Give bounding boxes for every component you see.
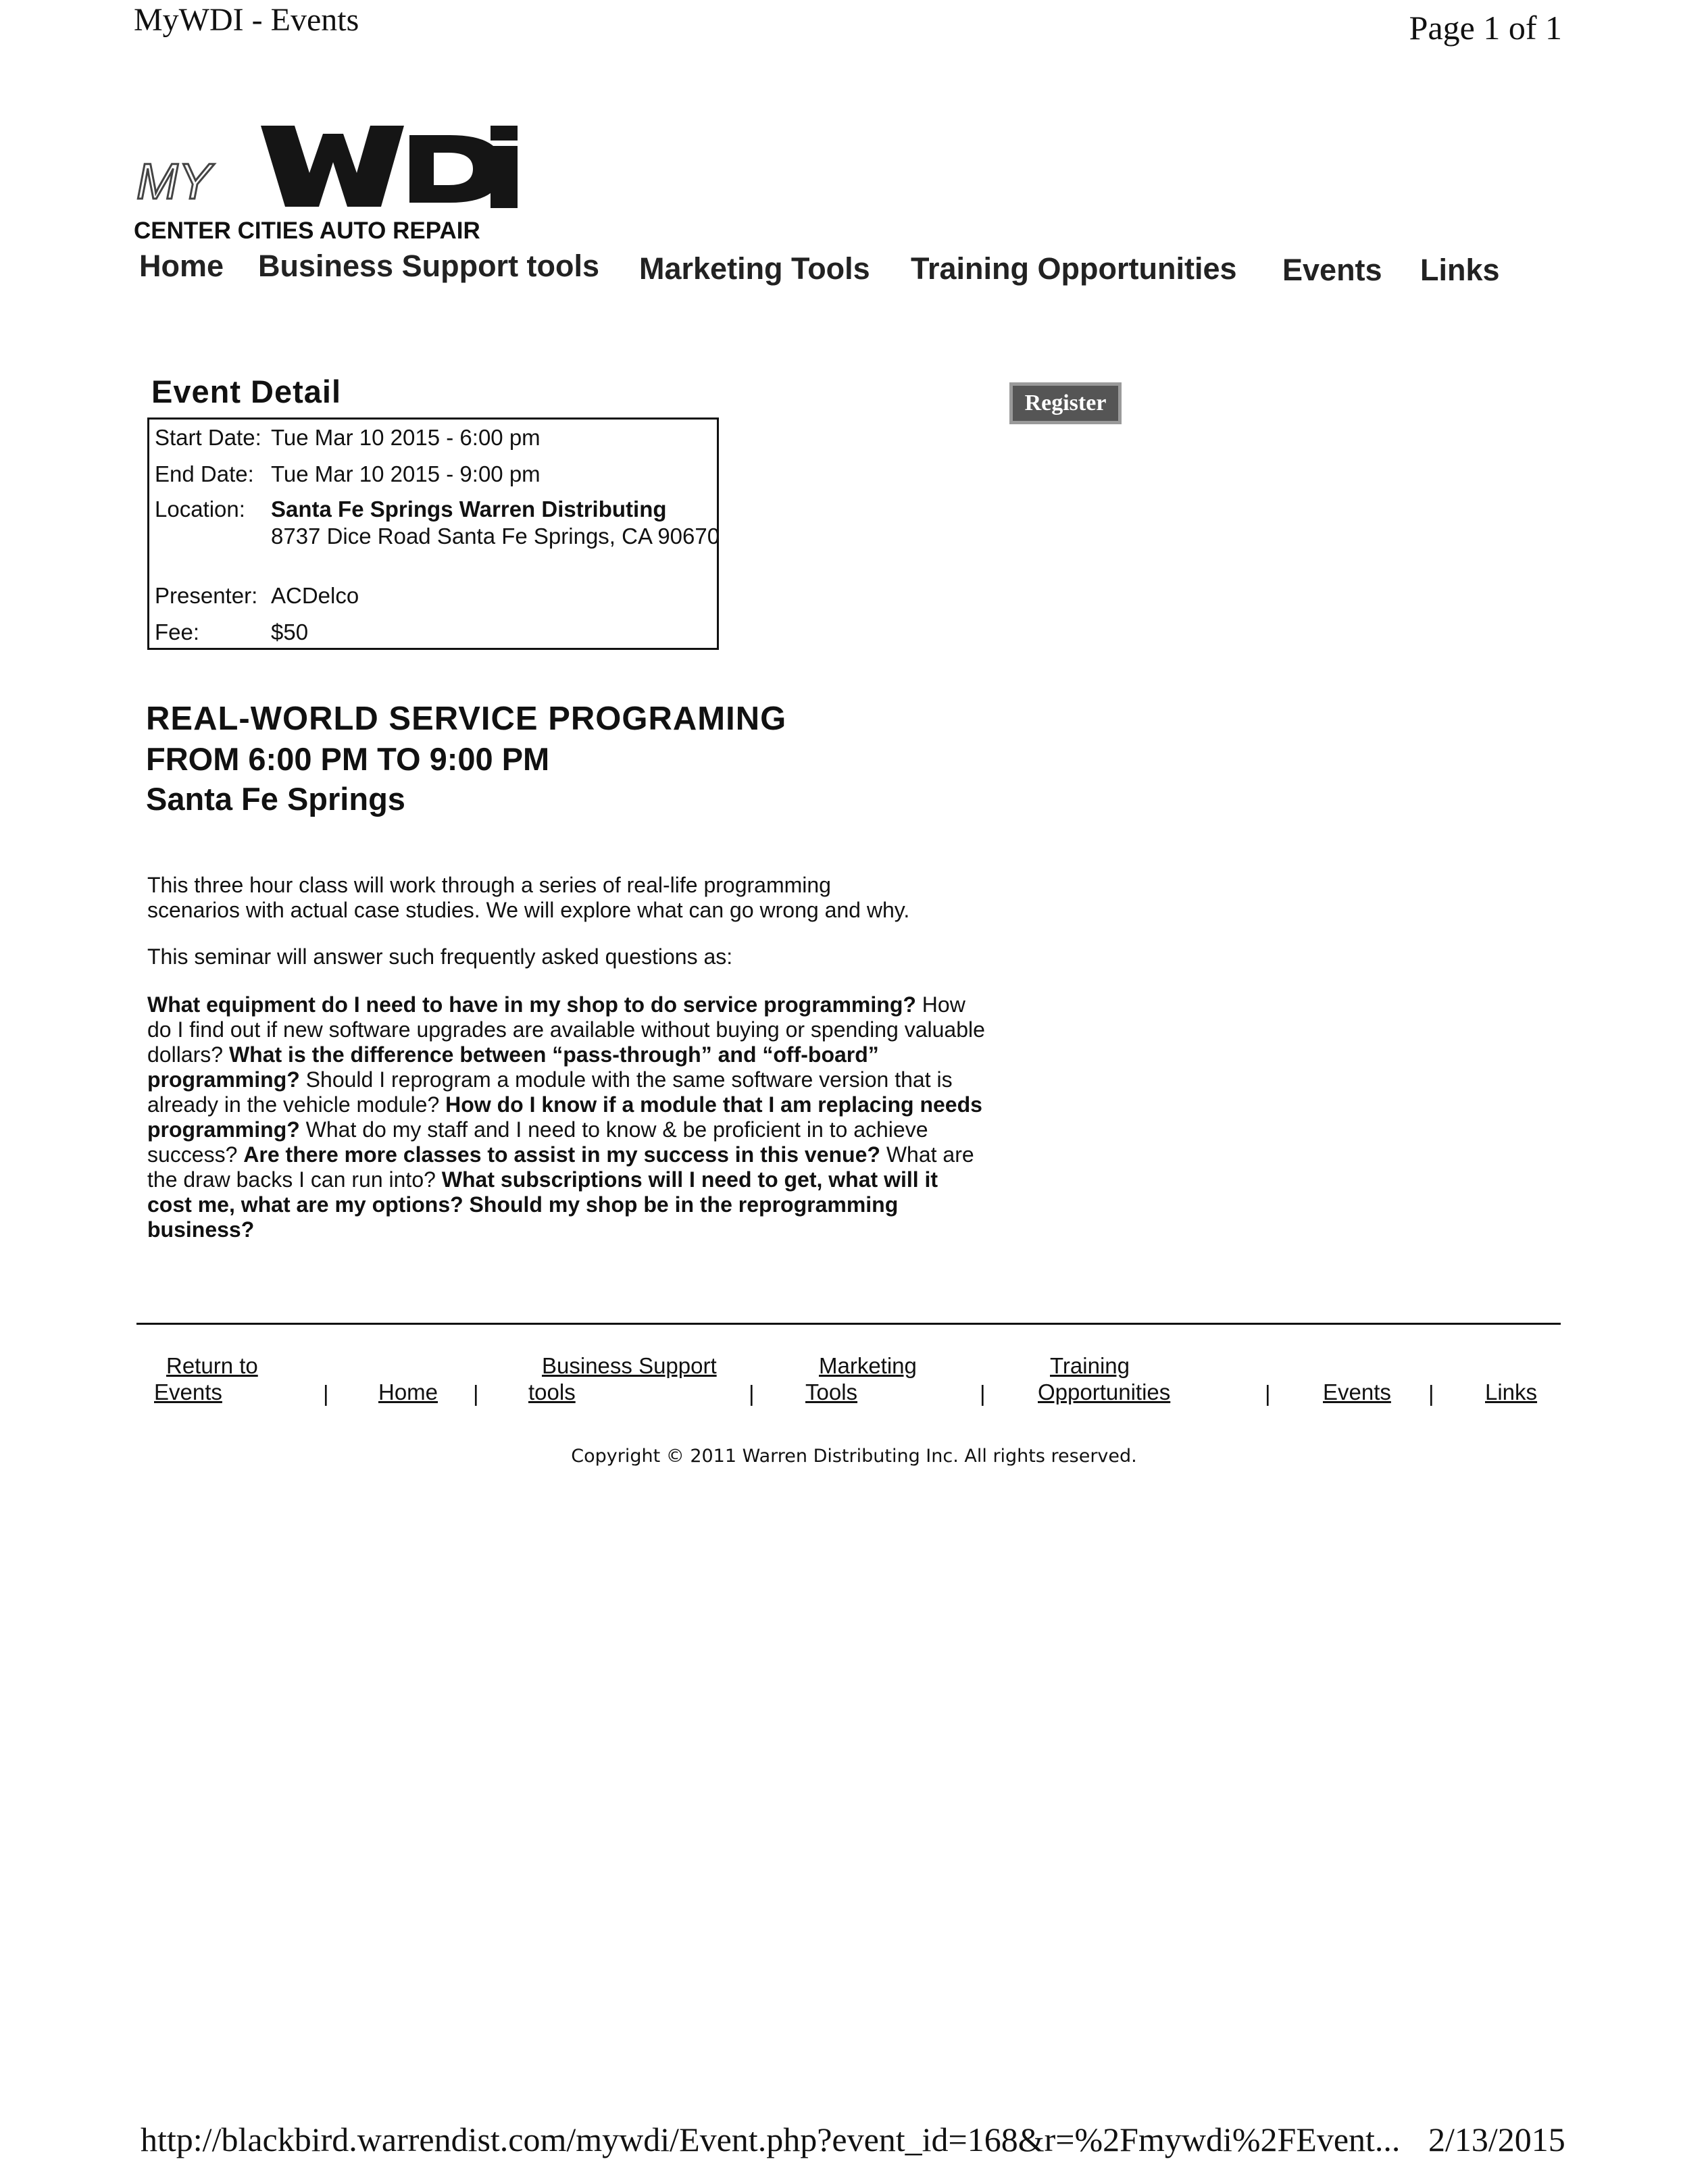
faq-paragraph <box>147 992 985 1242</box>
nav-business-support-tools[interactable]: Business Support tools <box>258 249 600 283</box>
print-date: 2/13/2015 <box>1428 2121 1565 2158</box>
top-nav <box>139 249 1693 296</box>
training-line-1: Training <box>1050 1353 1130 1378</box>
nav-marketing-tools[interactable]: Marketing Tools <box>639 251 870 286</box>
intro-line-1: This three hour class will work through a series of real-life programming <box>147 873 831 897</box>
business-line-1: Business Support <box>542 1353 717 1378</box>
question-3: How do I know if a module that I am replacing needs programming? <box>147 1092 982 1142</box>
event-title: REAL-WORLD SERVICE PROGRAMING <box>146 701 787 737</box>
footer-separator: | <box>749 1381 755 1406</box>
footer-link-links[interactable]: Links <box>1485 1379 1538 1404</box>
text-1: How do I find out if new software upgrades are available without buying or spending valuable dollars? <box>147 992 985 1067</box>
footer-nav <box>135 1352 1567 1413</box>
return-line-1: Return to <box>166 1353 258 1378</box>
intro-paragraph <box>147 873 985 923</box>
marketing-line-2: Tools <box>805 1379 858 1404</box>
footer-link-return-to-events[interactable] <box>154 1352 258 1405</box>
footer-separator: | <box>323 1381 329 1406</box>
nav-links[interactable]: Links <box>1420 253 1500 287</box>
print-url: http://blackbird.warrendist.com/mywdi/Event.php?event_id=168&r=%2Fmywdi%2FEvent... <box>141 2121 1401 2158</box>
question-2: What is the difference between “pass-through” and “off-board” programming? <box>147 1042 879 1092</box>
start-date-label: Start Date: <box>155 425 261 450</box>
footer-link-marketing-tools[interactable] <box>805 1352 917 1405</box>
footer-link-events[interactable]: Events <box>1323 1379 1391 1404</box>
location-label: Location: <box>155 497 245 522</box>
nav-training-opportunities[interactable]: Training Opportunities <box>911 251 1237 286</box>
location-name: Santa Fe Springs Warren Distributing <box>271 497 667 522</box>
copyright-notice: Copyright © 2011 Warren Distributing Inc. All rights reserved. <box>571 1446 1137 1467</box>
footer-separator: | <box>473 1381 479 1406</box>
event-place: Santa Fe Springs <box>146 781 405 817</box>
footer-separator: | <box>1428 1381 1434 1406</box>
end-date-value: Tue Mar 10 2015 - 9:00 pm <box>271 461 541 486</box>
presenter-value: ACDelco <box>271 583 359 608</box>
start-date-value: Tue Mar 10 2015 - 6:00 pm <box>271 425 541 450</box>
print-page-number: Page 1 of 1 <box>1409 9 1562 47</box>
footer-link-business-support-tools[interactable] <box>528 1352 717 1405</box>
return-line-2: Events <box>154 1379 222 1404</box>
nav-events[interactable]: Events <box>1282 253 1382 287</box>
mywdi-logo[interactable] <box>132 119 524 213</box>
business-line-2: tools <box>528 1379 576 1404</box>
question-1: What equipment do I need to have in my shop to do service programming? <box>147 992 916 1017</box>
print-page-title: MyWDI - Events <box>134 2 359 38</box>
event-detail-table <box>147 417 719 650</box>
training-line-2: Opportunities <box>1038 1379 1171 1404</box>
event-description <box>147 873 985 1242</box>
fee-label: Fee: <box>155 619 200 644</box>
footer-link-home[interactable]: Home <box>378 1379 438 1404</box>
location-address: 8737 Dice Road Santa Fe Springs, CA 90670 <box>271 524 720 549</box>
end-date-label: End Date: <box>155 461 254 486</box>
footer-link-training-opportunities[interactable] <box>1038 1352 1170 1405</box>
event-time: FROM 6:00 PM TO 9:00 PM <box>146 741 550 777</box>
footer-separator: | <box>1265 1381 1271 1406</box>
event-detail-heading: Event Detail <box>151 374 342 409</box>
fee-value: $50 <box>271 619 309 644</box>
question-5: What subscriptions will I need to get, what will it cost me, what are my options? Should my shop be in the reprogramming business? <box>147 1167 938 1242</box>
text-2: Should I reprogram a module with the same software version that is already in the vehicle module? <box>147 1067 953 1117</box>
company-name: CENTER CITIES AUTO REPAIR <box>134 218 480 244</box>
presenter-label: Presenter: <box>155 583 258 608</box>
text-4: What are the draw backs I can run into? <box>147 1142 974 1192</box>
logo-text-my: MY <box>136 153 211 209</box>
event-headline <box>146 700 786 817</box>
footer-divider <box>136 1323 1561 1325</box>
intro-line-2: scenarios with actual case studies. We will explore what can go wrong and why. <box>147 898 910 922</box>
nav-home[interactable]: Home <box>139 249 224 283</box>
marketing-line-1: Marketing <box>819 1353 917 1378</box>
faq-intro: This seminar will answer such frequently asked questions as: <box>147 944 733 969</box>
question-4: Are there more classes to assist in my success in this venue? <box>243 1142 880 1167</box>
register-button[interactable]: Register <box>1009 382 1122 424</box>
text-3: What do my staff and I need to know & be proficient in to achieve success? <box>147 1117 928 1167</box>
footer-separator: | <box>980 1381 986 1406</box>
